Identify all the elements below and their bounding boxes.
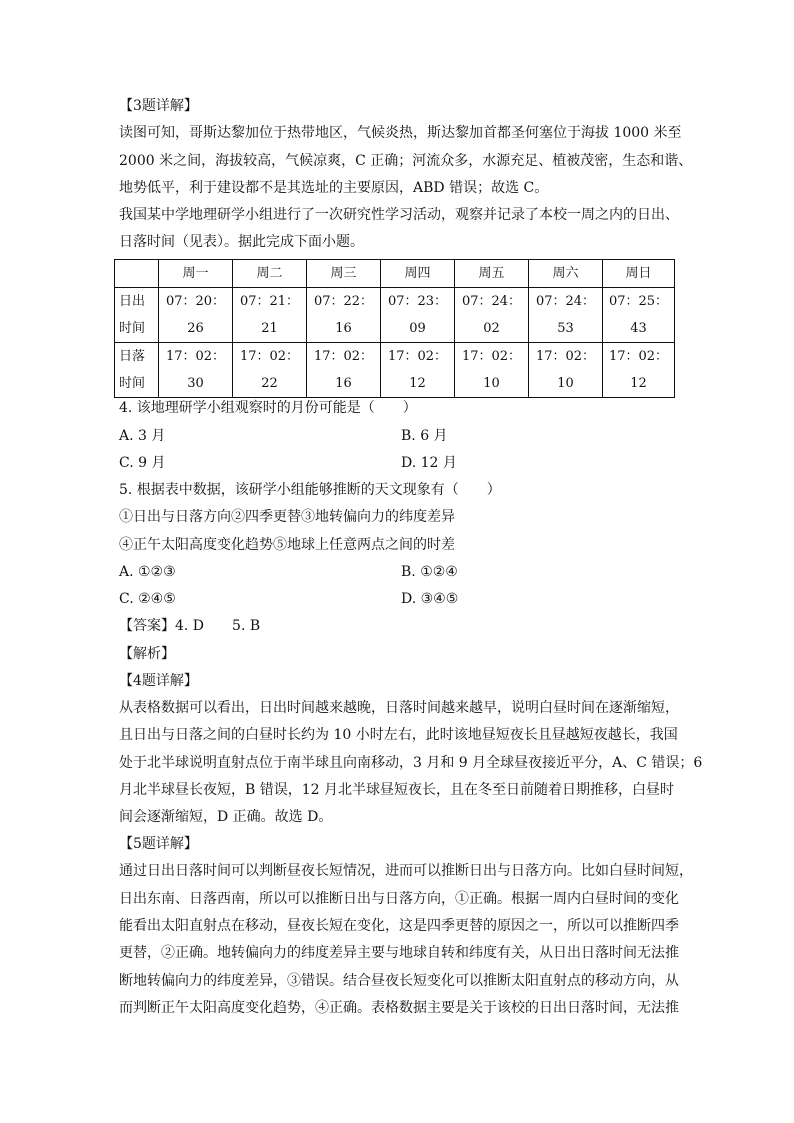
table-cell <box>455 343 529 398</box>
q5-option-d: D. ③④⑤ <box>401 591 459 607</box>
cell-time-top: 07：24： <box>461 294 522 309</box>
cell-time-top: 07：22： <box>313 294 374 309</box>
table-cell <box>159 288 233 343</box>
q5-detail-line: 断地转偏向力的纬度差异，③错误。结合昼夜长短变化可以推断太阳直射点的移动方向，从 <box>119 973 679 989</box>
table-cell <box>603 288 675 343</box>
q4-option-d: D. 12 月 <box>401 455 457 471</box>
answer-line: 【答案】4. D 5. B <box>119 618 261 634</box>
q3-detail-line: 地势低平，利于建设都不是其选址的主要原因，ABD 错误；故选 C。 <box>119 180 549 196</box>
q5-detail-line: 更替，②正确。地转偏向力的纬度差异主要与地球自转和纬度有关，从日出日落时间无法推 <box>119 945 679 961</box>
table-cell <box>307 343 381 398</box>
row-label-top: 日落 <box>119 349 146 364</box>
cell-time-top: 07：20： <box>165 294 226 309</box>
q5-stem: 5. 根据表中数据，该研学小组能够推断的天文现象有（ ） <box>119 482 501 498</box>
q3-detail-heading: 【3题详解】 <box>119 98 198 114</box>
cell-time-bottom: 22 <box>261 376 278 391</box>
table-cell <box>455 288 529 343</box>
table-header-cell: 周五 <box>455 260 529 288</box>
table-header-cell: 周四 <box>381 260 455 288</box>
row-label-bottom: 时间 <box>119 321 146 336</box>
table-header-cell: 周日 <box>603 260 675 288</box>
cell-time-bottom: 12 <box>409 376 426 391</box>
table-corner-cell <box>115 260 159 288</box>
cell-time-bottom: 02 <box>483 321 500 336</box>
cell-time-top: 17：02： <box>313 349 374 364</box>
q3-detail-line: 读图可知，哥斯达黎加位于热带地区，气候炎热，斯达黎加首都圣何塞位于海拔 1000 米至 <box>119 125 682 141</box>
q4-option-a: A. 3 月 <box>119 428 166 444</box>
analysis-heading: 【解析】 <box>119 646 175 662</box>
cell-time-bottom: 21 <box>261 321 278 336</box>
table-cell <box>603 343 675 398</box>
cell-time-top: 07：24： <box>535 294 596 309</box>
q5-items-line: ④正午太阳高度变化趋势⑤地球上任意两点之间的时差 <box>119 537 455 553</box>
q4-detail-line: 间会逐渐缩短，D 正确。故选 D。 <box>119 809 333 825</box>
q5-option-a: A. ①②③ <box>119 564 176 580</box>
table-header-cell: 周六 <box>529 260 603 288</box>
table-header-cell: 周一 <box>159 260 233 288</box>
intro-line: 我国某中学地理研学小组进行了一次研究性学习活动，观察并记录了本校一周之内的日出、 <box>119 207 679 223</box>
q4-option-c: C. 9 月 <box>119 455 166 471</box>
cell-time-top: 17：02： <box>608 349 669 364</box>
cell-time-top: 07：21： <box>239 294 300 309</box>
row-label-top: 日出 <box>119 294 146 309</box>
row-label-sunrise <box>115 288 159 343</box>
cell-time-top: 17：02： <box>387 349 448 364</box>
q4-option-b: B. 6 月 <box>401 428 448 444</box>
table-cell <box>381 288 455 343</box>
cell-time-top: 07：25： <box>608 294 669 309</box>
table-cell <box>307 288 381 343</box>
cell-time-bottom: 10 <box>483 376 500 391</box>
table-cell <box>529 343 603 398</box>
sunrise-sunset-table <box>114 259 675 398</box>
cell-time-bottom: 16 <box>335 376 352 391</box>
cell-time-top: 17：02： <box>461 349 522 364</box>
intro-line: 日落时间（见表）。据此完成下面小题。 <box>119 234 364 250</box>
cell-time-bottom: 09 <box>409 321 426 336</box>
q5-detail-heading: 【5题详解】 <box>119 836 198 852</box>
q4-detail-line: 从表格数据可以看出，日出时间越来越晚，日落时间越来越早，说明白昼时间在逐渐缩短， <box>119 700 679 716</box>
q5-detail-line: 通过日出日落时间可以判断昼夜长短情况，进而可以推断日出与日落方向。比如白昼时间短， <box>119 863 693 879</box>
cell-time-bottom: 43 <box>630 321 647 336</box>
table-header-cell: 周二 <box>233 260 307 288</box>
table-cell <box>159 343 233 398</box>
cell-time-top: 17：02： <box>165 349 226 364</box>
q5-option-b: B. ①②④ <box>401 564 458 580</box>
cell-time-bottom: 30 <box>187 376 204 391</box>
q5-items-line: ①日出与日落方向②四季更替③地转偏向力的纬度差异 <box>119 509 455 525</box>
cell-time-bottom: 16 <box>335 321 352 336</box>
cell-time-bottom: 53 <box>557 321 574 336</box>
table-header-row <box>115 260 675 288</box>
row-label-sunset <box>115 343 159 398</box>
q3-detail-line: 2000 米之间，海拔较高，气候凉爽，C 正确；河流众多，水源充足、植被茂密，生态和谐、 <box>119 153 693 169</box>
table-row-sunrise <box>115 288 675 343</box>
cell-time-top: 17：02： <box>239 349 300 364</box>
q4-detail-line: 处于北半球说明直射点位于南半球且向南移动，3 月和 9 月全球昼夜接近平分，A、C 错误；6 <box>119 755 703 771</box>
q5-detail-line: 日出东南、日落西南，所以可以推断日出与日落方向，①正确。根据一周内白昼时间的变化 <box>119 891 679 907</box>
q5-option-c: C. ②④⑤ <box>119 591 176 607</box>
q4-detail-line: 月北半球昼长夜短，B 错误，12 月北半球昼短夜长，且在冬至日前随着日期推移，白昼时 <box>119 782 675 798</box>
table-cell <box>381 343 455 398</box>
cell-time-top: 07：23： <box>387 294 448 309</box>
q4-detail-line: 且日出与日落之间的白昼时长约为 10 小时左右，此时该地昼短夜长且昼越短夜越长，我国 <box>119 727 678 743</box>
cell-time-bottom: 10 <box>557 376 574 391</box>
table-cell <box>233 288 307 343</box>
q4-stem: 4. 该地理研学小组观察时的月份可能是（ ） <box>119 400 417 416</box>
cell-time-bottom: 12 <box>630 376 647 391</box>
q4-detail-heading: 【4题详解】 <box>119 673 198 689</box>
table-row-sunset <box>115 343 675 398</box>
table-cell <box>233 343 307 398</box>
row-label-bottom: 时间 <box>119 376 146 391</box>
q5-detail-line: 能看出太阳直射点在移动，昼夜长短在变化，这是四季更替的原因之一，所以可以推断四季 <box>119 918 679 934</box>
table-cell <box>529 288 603 343</box>
cell-time-bottom: 26 <box>187 321 204 336</box>
q5-detail-line: 而判断正午太阳高度变化趋势，④正确。表格数据主要是关于该校的日出日落时间，无法推 <box>119 1000 679 1016</box>
table-header-cell: 周三 <box>307 260 381 288</box>
cell-time-top: 17：02： <box>535 349 596 364</box>
